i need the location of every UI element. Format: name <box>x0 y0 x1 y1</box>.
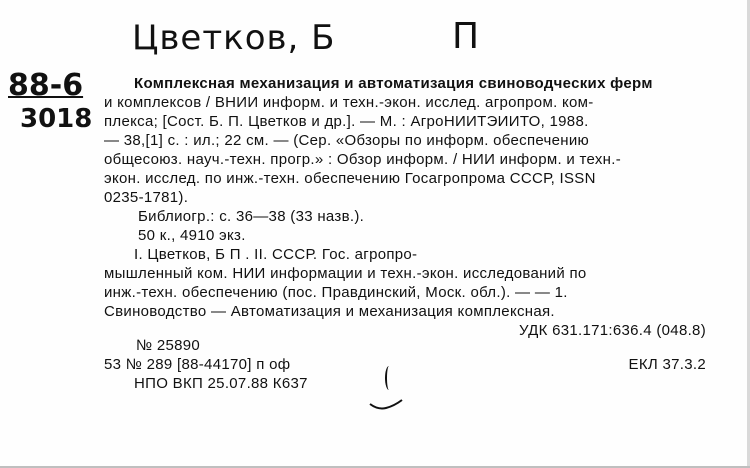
order-line: 53 № 289 [88-44170] п оф <box>104 356 291 373</box>
udc-code: УДК 631.171:636.4 (048.8) <box>518 322 706 339</box>
handwritten-shelf-code: 88-6 <box>8 68 84 103</box>
title-line: — 38,[1] с. : ил.; 22 см. — (Сер. «Обзоры по информ. обеспечению <box>104 132 590 149</box>
tracing-line: мышленный ком. НИИ информации и техн.-экон. исследований по <box>104 265 587 282</box>
tracing-line: инж.-техн. обеспечению (пос. Правдинский, Моск. обл.). — — 1. <box>104 284 568 301</box>
handwritten-author: Цветков, Б <box>132 18 336 58</box>
handwritten-accession-number: 3018 <box>20 104 93 134</box>
tracing-line: I. Цветков, Б П . II. СССР. Гос. агропро- <box>134 246 418 263</box>
pencil-check-mark <box>368 398 404 412</box>
handwritten-initial: П <box>452 16 480 57</box>
title-line: Комплексная механизация и автоматизация свиноводческих ферм <box>134 75 653 92</box>
title-line: и комплексов / ВНИИ информ. и техн.-экон. исслед. агропром. ком- <box>104 94 594 111</box>
title-line: плекса; [Сост. Б. П. Цветков и др.]. — М. : АгроНИИТЭИИТО, 1988. <box>104 113 589 130</box>
title-line: 0235-1781). <box>104 189 189 206</box>
title-line: экон. исслед. по инж.-техн. обеспечению Госагропрома СССР, ISSN <box>104 170 596 187</box>
title-line: общесоюз. науч.-техн. прогр.» : Обзор информ. / НИИ информ. и техн.- <box>104 151 621 168</box>
entry-number: № 25890 <box>136 337 201 354</box>
tracing-line: Свиноводство — Автоматизация и механизация комплексная. <box>104 303 555 320</box>
ekl-code: ЕКЛ 37.3.2 <box>628 356 706 373</box>
npo-line: НПО ВКП 25.07.88 К637 <box>134 375 308 392</box>
bibliography-note: Библиогр.: с. 36—38 (33 назв.). <box>138 208 365 225</box>
copies-note: 50 к., 4910 экз. <box>138 227 246 244</box>
pencil-bracket-mark <box>385 366 393 390</box>
